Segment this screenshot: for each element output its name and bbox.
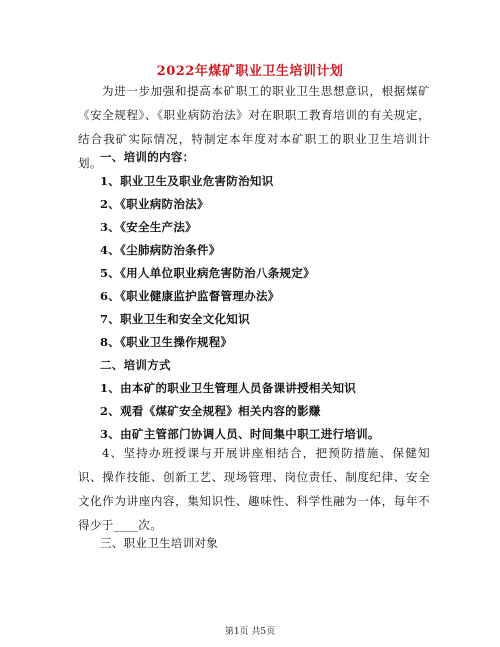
list-item: 1、由本矿的职业卫生管理人员备课讲授相关知识	[100, 381, 357, 395]
section-heading-training-method: 二、培训方式	[100, 358, 171, 372]
document-title: 2022年煤矿职业卫生培训计划	[156, 64, 344, 79]
list-item: 3、由矿主管部门协调人员、时间集中职工进行培训。	[100, 427, 380, 441]
list-item: 2、《职业病防治法》	[100, 197, 209, 211]
section-heading-training-target: 三、职业卫生培训对象	[100, 536, 218, 550]
list-item: 8、《职业卫生操作规程》	[100, 335, 233, 349]
list-item: 7、职业卫生和安全文化知识	[100, 312, 250, 326]
list-item: 5、《用人单位职业病危害防治八条规定》	[100, 266, 315, 280]
method-item-4-paragraph: 4、坚持办班授课与开展讲座相结合，把预防措施、保健知识、操作技能、创新工艺、现场管理、岗位责任、制度纪律、安全文化作为讲座内容，集知识性、趣味性、科学性融为一体，每年不得少于____次。	[78, 446, 430, 532]
list-item: 2、观看《煤矿安全规程》相关内容的影赚	[100, 404, 321, 418]
intro-paragraph: 为进一步加强和提高本矿职工的职业卫生思想意识，根据煤矿《安全规程》、《职业病防治法》对在职职工教育培训的有关规定，结合我矿实际情况，特制定本年度对本矿职工的职业卫生培训计划。	[78, 84, 430, 170]
list-item: 3、《安全生产法》	[100, 220, 197, 234]
list-item: 4、《尘肺病防治条件》	[100, 243, 221, 257]
section-heading-training-content: 一、培训的内容：	[100, 150, 195, 164]
list-item: 1、职业卫生及职业危害防治知识	[100, 174, 274, 188]
list-item: 6、《职业健康监护监督管理办法》	[100, 289, 280, 303]
page-footer: 第1页 共5页	[224, 627, 276, 637]
